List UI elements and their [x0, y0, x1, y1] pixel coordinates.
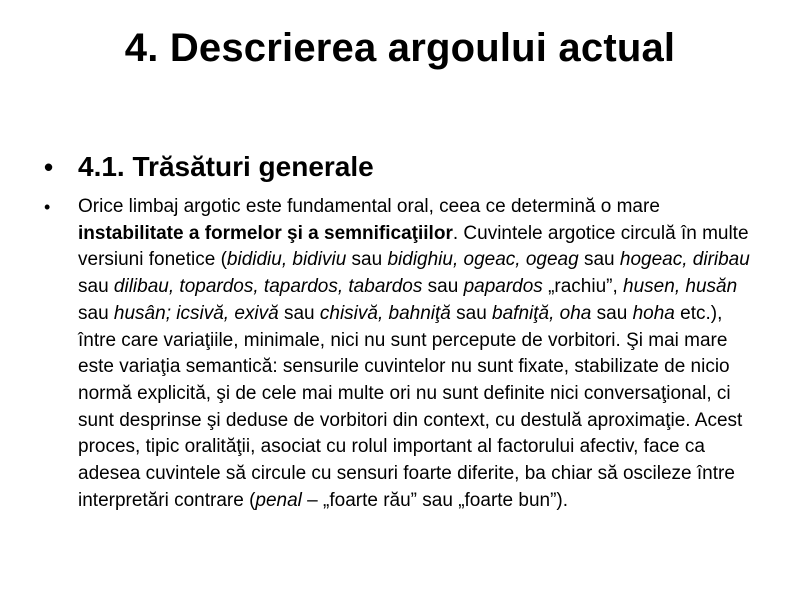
example-word-italic: penal — [255, 489, 302, 511]
text-run: sau — [78, 276, 114, 298]
text-run: sau — [450, 302, 493, 324]
text-run: sau — [591, 302, 633, 324]
example-word-italic: bidighiu, ogeac, ogeag — [387, 249, 579, 271]
bullet-marker: • — [44, 197, 51, 217]
example-word-italic: dilibau, topardos, tapardos, tabardos — [113, 276, 423, 298]
text-run: – „foarte rău” sau „foarte bun”). — [301, 489, 569, 511]
body-bullet-item — [44, 194, 764, 514]
subheading-bullet-item — [44, 150, 374, 184]
text-run: sau — [78, 302, 114, 324]
example-word-italic: papardos — [463, 276, 543, 298]
text-run: Orice limbaj argotic este fundamental oral, ceea ce determină o mare — [78, 196, 660, 217]
text-run: sau — [578, 249, 620, 271]
subheading-text: 4.1. Trăsături generale — [78, 151, 374, 182]
example-word-italic: husân; icsivă, exivă — [113, 302, 279, 324]
example-word-italic: bididiu, bidiviu — [226, 249, 347, 271]
example-word-italic: hogeac, diribau — [619, 249, 750, 271]
example-word-italic: chisivă, bahniţă — [319, 302, 451, 324]
text-run: „rachiu”, — [542, 276, 624, 298]
example-word-italic: husen, husăn — [623, 276, 738, 298]
text-run: . Cuvintele argotice circulă în multe versiuni fonetice ( — [78, 222, 749, 271]
emphasis-bold: instabilitate a formelor şi a semnificaţiilor — [78, 222, 453, 244]
body-paragraph — [78, 194, 764, 514]
text-run: etc.), între care variaţiile, minimale, nici nu sunt percepute de vorbitori. Şi mai mare este variaţia semantică: sensurile cuvintelor nu sunt fixate, stabilizate de nicio normă explicită, şi de cele mai multe ori nu sunt definite nici conversaţional, ci sunt desprinse şi deduse de vorbitori din context, cu destulă aproximaţie. Acest proces, tipic oralităţii, asociat cu rolul important al factorului afectiv, face ca adesea cuvintele să circule cu sensuri foarte diferite, ba chiar să oscileze între interpretări contrare ( — [78, 302, 743, 511]
text-run: sau — [346, 249, 388, 271]
slide-title: 4. Descrierea argoului actual — [124, 26, 676, 70]
text-run: sau — [422, 276, 464, 298]
text-run: sau — [278, 302, 320, 324]
example-word-italic: hoha — [632, 302, 675, 324]
bullet-marker: • — [44, 152, 54, 182]
example-word-italic: bafniţă, oha — [492, 302, 592, 324]
